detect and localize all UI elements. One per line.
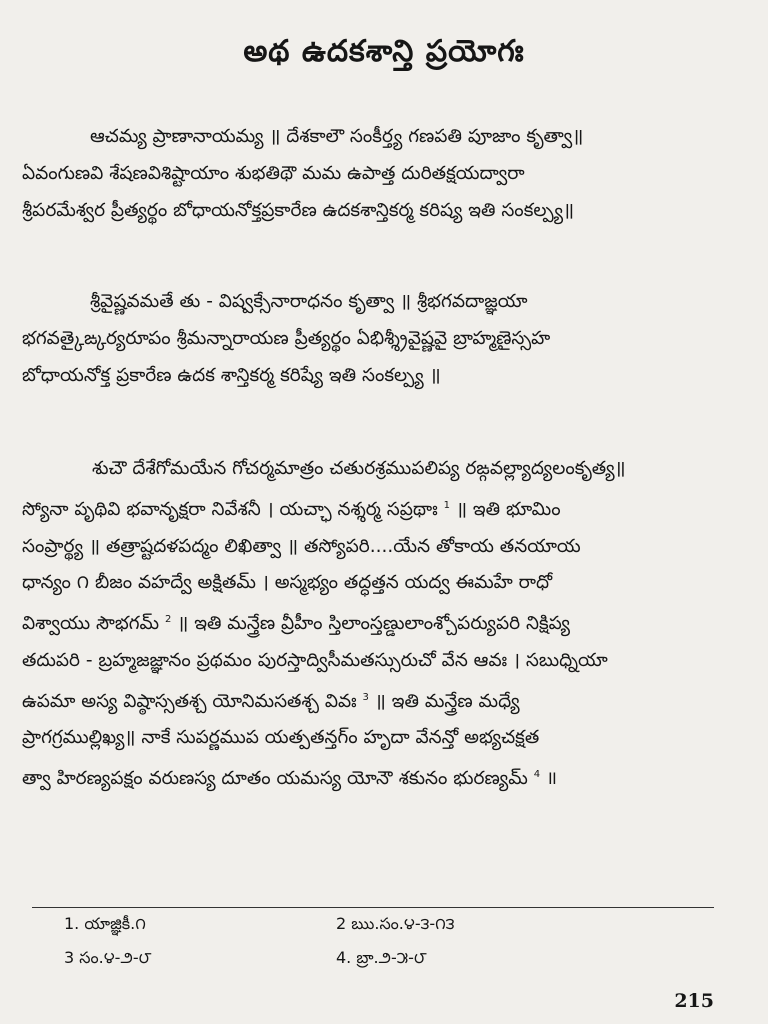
text-line bbox=[22, 487, 718, 528]
footnote-mark: 4 bbox=[533, 769, 541, 781]
footnote-text: సం.౪-౨-౮ bbox=[79, 948, 152, 967]
footnote bbox=[336, 914, 455, 937]
text-line bbox=[22, 756, 718, 797]
paragraph-mantra bbox=[22, 450, 718, 797]
text-line: ప్రాగగ్రముల్లిఖ్య॥ నాకే సుపర్ణముప యత్పతన్తగ్ం హృదా వేనన్తో అభ్యచక్షత bbox=[22, 727, 540, 749]
footnote-mark: 3 bbox=[362, 691, 369, 703]
line-tail: ॥ ఇతి భూమిం bbox=[455, 498, 561, 520]
footnote-divider bbox=[32, 907, 714, 908]
line-text: స్యోనా పృథివి భవానృక్షరా నివేశనీ । యచ్ఛా నశ్శర్మ సప్రథాః bbox=[22, 498, 438, 520]
line-text: విశ్వాయు సౌభగమ్ bbox=[22, 613, 160, 635]
line-tail: ॥ bbox=[545, 768, 558, 790]
text-line: ఏవంగుణవి శేషణవిశిష్టాయాం శుభతిథౌ మమ ఉపాత్త దురితక్షయద్వారా bbox=[22, 163, 525, 184]
paragraph-sankalpa bbox=[22, 118, 718, 229]
line-text: త్వా హిరణ్యపక్షం వరుణస్య దూతం యమస్య యోనౌ శకునం భురణ్యమ్ bbox=[22, 768, 528, 790]
text-line: బోధాయనోక్త ప్రకారేణ ఉదక శాన్తికర్మ కరిష్యే ఇతి సంకల్ప్య ॥ bbox=[22, 365, 441, 386]
paragraph-vaishnava bbox=[22, 283, 718, 394]
text-line bbox=[22, 601, 718, 642]
footnote-text: బ్రా.౨-౫-౮ bbox=[356, 948, 427, 967]
text-line: సంప్రార్థ్య ॥ తత్రాష్టదళపద్మం లిఖిత్వా ॥ తస్యోపరి....యేన తోకాయ తనయాయ bbox=[22, 535, 581, 557]
line-tail: ॥ ఇతి మన్త్రేణ మధ్యే bbox=[374, 690, 520, 712]
footnote-text: ఋ.సం.౪-౩-౧౩ bbox=[351, 914, 455, 933]
footnote-number: 2 bbox=[336, 914, 347, 933]
line-text: ఉపమా అస్య విష్ఠాస్సతశ్చ యోనిమసతశ్చ వివః bbox=[22, 690, 357, 712]
text-line: భగవత్కైఙ్కర్యరూపం శ్రీమన్నారాయణ ప్రీత్యర్థం ఏభిశ్శ్రీవైష్ణవై బ్రాహ్మణైస్సహ bbox=[22, 328, 551, 349]
footnote bbox=[64, 914, 146, 937]
footnote bbox=[64, 948, 151, 971]
text-line bbox=[22, 679, 718, 720]
text-line: శుచౌ దేశేగోమయేన గోచర్మమాత్రం చతురశ్రముపలిప్య రఙ్గవల్ల్యాద్యలంకృత్య॥ bbox=[92, 458, 626, 479]
footnote-mark: 1 bbox=[443, 499, 451, 511]
text-line: శ్రీపరమేశ్వర ప్రీత్యర్థం బోధాయనోక్తప్రకారేణ ఉదకశాన్తికర్మ కరిష్య ఇతి సంకల్ప్య॥ bbox=[22, 200, 575, 221]
page-number: 215 bbox=[674, 990, 714, 1012]
footnote-number: 1. bbox=[64, 914, 80, 933]
footnote-mark: 2 bbox=[164, 613, 172, 625]
text-line: ఆచమ్య ప్రాణానాయమ్య ॥ దేశకాలౌ సంకీర్త్య గణపతి పూజాం కృత్వా॥ bbox=[90, 126, 584, 147]
line-tail: ॥ ఇతి మన్త్రేణ వ్రీహీం స్తిలాంస్తణ్డులాంశ్చోపర్యుపరి నిక్షిప్య bbox=[177, 613, 571, 635]
footnote-number: 4. bbox=[336, 948, 352, 967]
page-title: అథ ఉదకశాన్తి ప్రయోగః bbox=[243, 34, 525, 69]
footnote-text: యాజ్ఞికీ.౧ bbox=[84, 914, 146, 933]
text-line: ధాన్యం ౧ బీజం వహద్వే అక్షితమ్ । అస్మభ్యం తద్ధత్తన యద్వ ఈమహే రాధో bbox=[22, 572, 553, 594]
text-line: తదుపరి - బ్రహ్మజజ్ఞానం ప్రథమం పురస్తాద్విసీమతస్సురుచో వేన ఆవః । సబుధ్నియా bbox=[22, 649, 608, 671]
text-line: శ్రీవైష్ణవమతే తు - విష్వక్సేనారాధనం కృత్వా ॥ శ్రీభగవదాజ్ఞయా bbox=[90, 291, 528, 312]
footnote-number: 3 bbox=[64, 948, 75, 967]
footnote bbox=[336, 948, 427, 971]
